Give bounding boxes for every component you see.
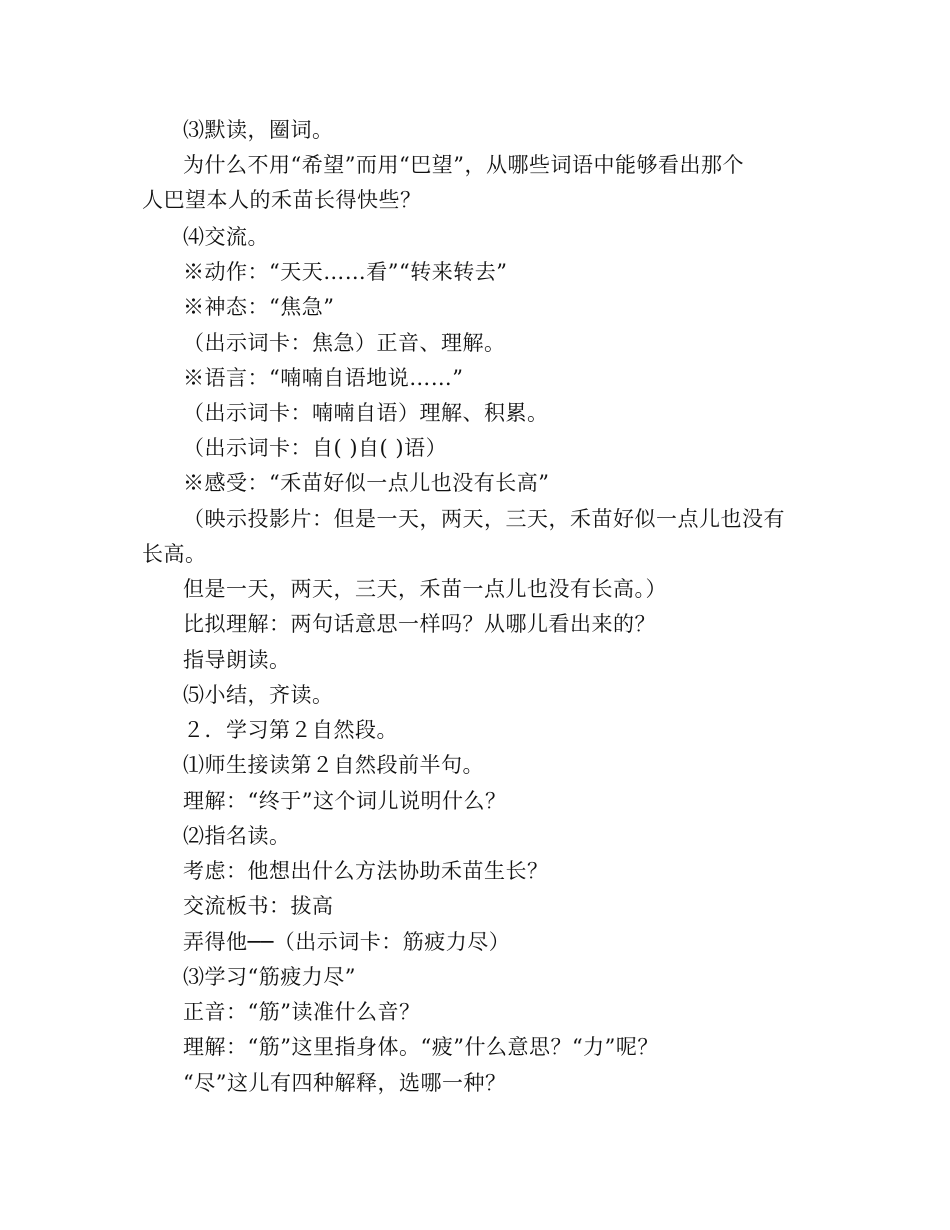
text-line: 交流板书：拔高: [183, 894, 334, 918]
text-line: 人巴望本人的禾苗长得快些？: [142, 188, 422, 212]
text-line: 弄得他──（出示词卡：筋疲力尽）: [183, 930, 511, 954]
text-line: ※神态：“焦急”: [183, 295, 335, 319]
text-line: ⑶学习“筋疲力尽”: [183, 965, 356, 989]
text-line: 但是一天，两天，三天，禾苗一点儿也没有长高。）: [183, 577, 667, 601]
text-line: 为什么不用“希望”而用“巴望”，从哪些词语中能够看出那个: [183, 153, 744, 177]
text-line: （出示词卡：自( )自( )语）: [183, 436, 448, 460]
text-line: 比拟理解：两句话意思一样吗？从哪儿看出来的？: [183, 612, 656, 636]
text-line: 指导朗读。: [183, 648, 291, 672]
text-line: （出示词卡：喃喃自语）理解、积累。: [183, 401, 549, 425]
text-line: ※语言：“喃喃自语地说……”: [183, 366, 464, 390]
text-line: （映示投影片：但是一天，两天，三天，禾苗好似一点儿也没有: [183, 507, 785, 531]
text-line: 长高。: [142, 542, 207, 566]
text-line: ⑸小结，齐读。: [183, 683, 334, 707]
text-line: ※动作：“天天……看”“转来转去”: [183, 260, 508, 284]
text-line: ２．学习第２自然段。: [183, 718, 398, 742]
text-line: ⑵指名读。: [183, 824, 291, 848]
text-line: 考虑：他想出什么方法协助禾苗生长？: [183, 859, 549, 883]
text-line: ⑴师生接读第２自然段前半句。: [183, 753, 484, 777]
text-line: ⑷交流。: [183, 225, 269, 249]
text-line: ⑶默读，圈词。: [183, 118, 334, 142]
text-line: 正音：“筋”读准什么音？: [183, 1000, 421, 1024]
text-line: （出示词卡：焦急）正音、理解。: [183, 331, 506, 355]
text-line: ※感受：“禾苗好似一点儿也没有长高”: [183, 471, 550, 495]
text-line: 理解：“终于”这个词儿说明什么？: [183, 789, 507, 813]
text-line: “尽”这儿有四种解释，选哪一种？: [183, 1071, 507, 1095]
text-line: 理解：“筋”这里指身体。“疲”什么意思？“力”呢？: [183, 1035, 659, 1059]
